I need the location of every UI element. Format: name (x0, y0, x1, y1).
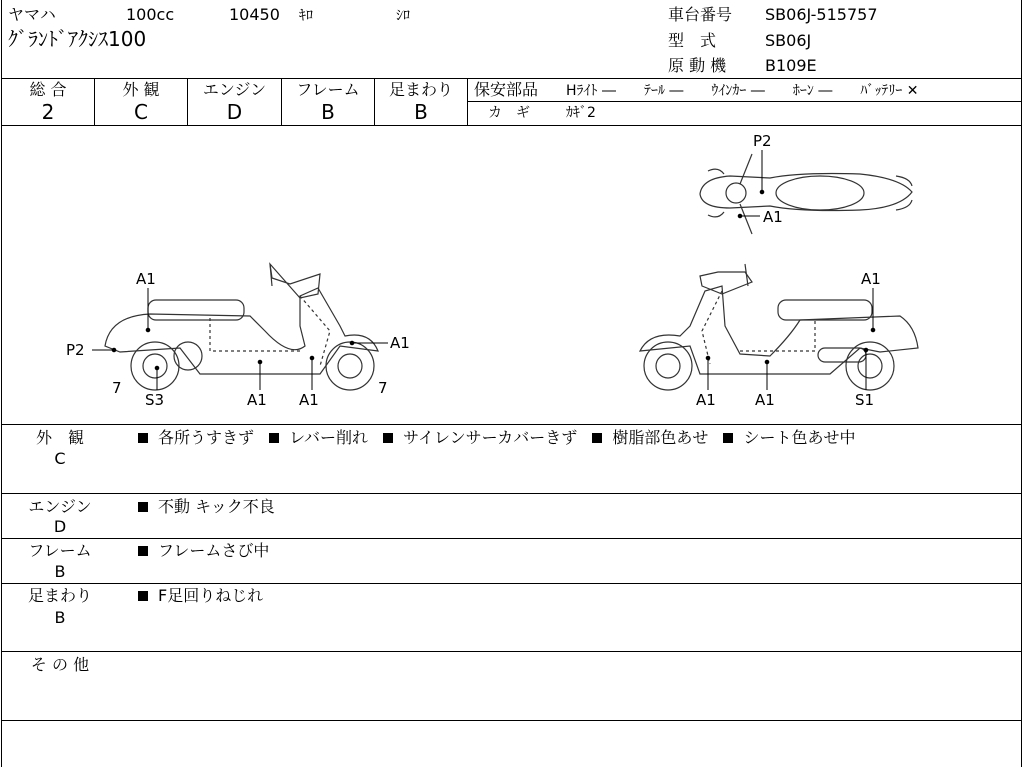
defect-item: F足回りねじれ (158, 586, 264, 605)
defect-item: レバー削れ (289, 428, 368, 447)
defect-item: フレームさび中 (158, 541, 270, 560)
divider (2, 493, 1022, 494)
divider (2, 651, 1022, 652)
key-label: カ ギ (488, 105, 530, 121)
label-left-a1-fender: A1 (390, 334, 410, 352)
section-label: 外 観 (35, 428, 84, 447)
section-grade: B (54, 562, 66, 581)
label-left-7-front: 7 (378, 379, 388, 397)
bullet-icon (269, 433, 279, 443)
grade-overall: 総 合 2 (29, 80, 67, 124)
label-right-a1-front: A1 (696, 391, 716, 409)
label-left-s3: S3 (145, 391, 165, 409)
grade-engine: エンジン D (202, 80, 267, 124)
scooter-diagram (0, 126, 1024, 424)
divider (2, 424, 1022, 425)
engine-label: 原 動 機 (668, 56, 727, 75)
grade-frame: フレーム B (296, 80, 360, 124)
defect-item: 樹脂部色あせ (612, 428, 709, 447)
maker: ヤマハ (8, 5, 56, 24)
bullet-icon (138, 591, 148, 601)
divider (2, 720, 1022, 721)
engine-code: B109E (765, 56, 817, 75)
defect-list (138, 540, 279, 562)
divider (2, 538, 1022, 539)
divider (2, 583, 1022, 584)
defect-list (138, 427, 865, 449)
label-left-p2: P2 (66, 341, 85, 359)
grade-exterior: 外 観 C (122, 80, 160, 124)
defect-item: 各所うすきず (158, 428, 255, 447)
label-left-a1-front: A1 (299, 391, 319, 409)
section-label: そ の 他 (30, 655, 90, 674)
bullet-icon (138, 433, 148, 443)
color: ｼﾛ (396, 8, 410, 24)
label-right-a1-floor: A1 (755, 391, 775, 409)
grade-suspension: 足まわり B (388, 80, 453, 124)
bullet-icon (138, 546, 148, 556)
section-label: 足まわり (27, 586, 92, 605)
damage-pointers (92, 150, 875, 390)
section-grade: B (54, 608, 66, 627)
top-view (700, 154, 912, 234)
defect-list (138, 585, 273, 607)
bullet-icon (592, 433, 602, 443)
frame-no-label: 車台番号 (668, 5, 733, 24)
mileage: 10450 (229, 5, 280, 24)
label-left-7-rear: 7 (112, 379, 122, 397)
label-right-s1: S1 (855, 391, 875, 409)
label-left-a1-seat: A1 (136, 270, 156, 288)
label-top-p2: P2 (753, 132, 772, 150)
safety-items: Hﾗｲﾄ ― ﾃｰﾙ ― ｳｲﾝｶｰ ― ﾎｰﾝ ― ﾊﾞｯﾃﾘｰ ✕ (566, 83, 919, 99)
divider (2, 78, 1022, 79)
section-grade: C (54, 449, 66, 468)
defect-item: 不動 キック不良 (158, 497, 275, 516)
mileage-unit: ｷﾛ (299, 8, 313, 24)
label-top-a1: A1 (763, 208, 783, 226)
safety-label: 保安部品 (474, 80, 539, 99)
section-label: フレーム (28, 541, 92, 560)
bullet-icon (383, 433, 393, 443)
model-code: SB06J (765, 31, 812, 50)
section-label: エンジン (28, 497, 92, 516)
section-grade: D (53, 517, 67, 536)
displacement: 100cc (126, 5, 175, 24)
model-name: ｸﾞﾗﾝﾄﾞｱｸｼｽ100 (8, 27, 147, 51)
label-right-a1-seat: A1 (861, 270, 881, 288)
defect-item: サイレンサーカバーきず (403, 428, 578, 447)
label-left-a1-floor: A1 (247, 391, 267, 409)
model-label: 型 式 (668, 31, 717, 50)
key-value: ｶｷﾞ2 (566, 105, 596, 121)
frame-no: SB06J-515757 (765, 5, 878, 24)
defect-list (138, 496, 285, 518)
bullet-icon (723, 433, 733, 443)
bullet-icon (138, 502, 148, 512)
divider (467, 101, 1022, 102)
defect-item: シート色あせ中 (743, 428, 856, 447)
